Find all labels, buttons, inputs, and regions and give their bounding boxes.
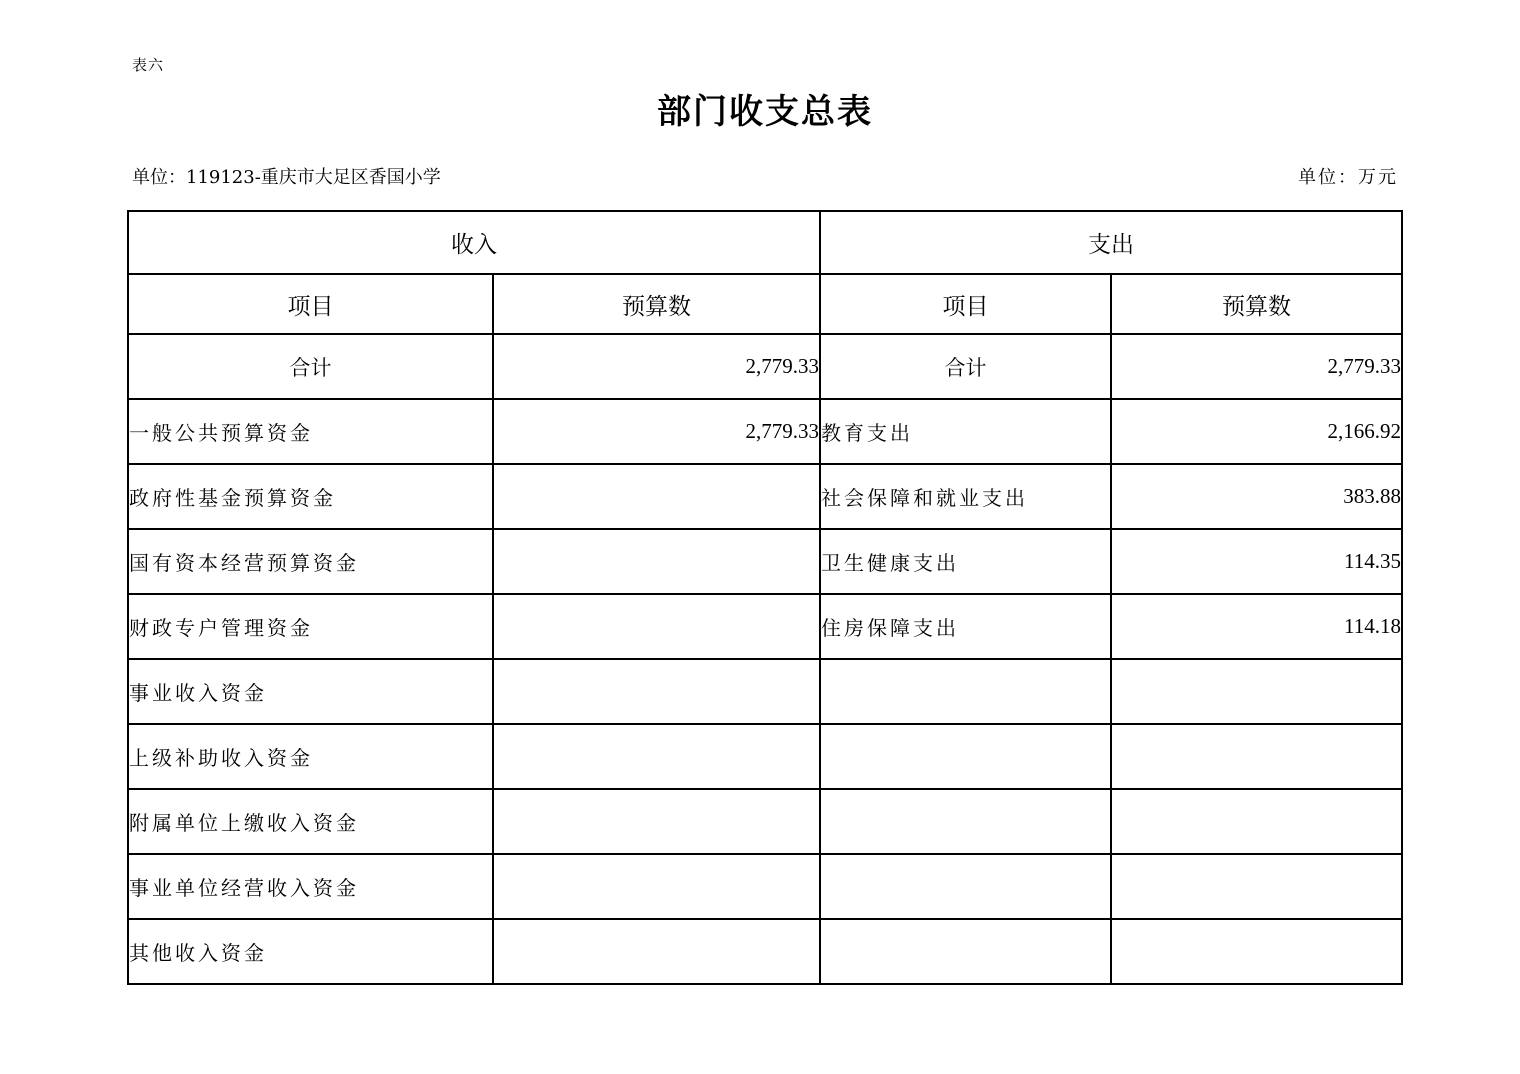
table-row bbox=[128, 464, 1402, 529]
income-item: 政府性基金预算资金 bbox=[128, 464, 493, 529]
income-item-header: 项目 bbox=[128, 274, 493, 334]
expense-total-value: 2,779.33 bbox=[1111, 334, 1402, 399]
income-value bbox=[493, 594, 820, 659]
table-row bbox=[128, 789, 1402, 854]
expense-item bbox=[820, 854, 1111, 919]
income-item: 财政专户管理资金 bbox=[128, 594, 493, 659]
organization-unit: 单位：119123-重庆市大足区香国小学 bbox=[132, 167, 441, 188]
expense-value: 383.88 bbox=[1111, 464, 1402, 529]
currency-unit: 单位：万元 bbox=[1298, 167, 1398, 188]
page-title: 部门收支总表 bbox=[657, 92, 873, 132]
income-item: 事业单位经营收入资金 bbox=[128, 854, 493, 919]
table-row bbox=[128, 594, 1402, 659]
expense-item bbox=[820, 789, 1111, 854]
total-row bbox=[128, 334, 1402, 399]
expense-item bbox=[820, 659, 1111, 724]
expense-value bbox=[1111, 789, 1402, 854]
expense-value bbox=[1111, 919, 1402, 984]
expense-value bbox=[1111, 854, 1402, 919]
income-value bbox=[493, 789, 820, 854]
group-header-row bbox=[128, 211, 1402, 274]
table-label: 表六 bbox=[132, 56, 165, 74]
expense-item-header: 项目 bbox=[820, 274, 1111, 334]
table-row bbox=[128, 399, 1402, 464]
expense-value: 114.35 bbox=[1111, 529, 1402, 594]
income-budget-header: 预算数 bbox=[493, 274, 820, 334]
income-total-label: 合计 bbox=[128, 334, 493, 399]
income-total-value: 2,779.33 bbox=[493, 334, 820, 399]
income-item: 附属单位上缴收入资金 bbox=[128, 789, 493, 854]
table-row bbox=[128, 724, 1402, 789]
expense-value: 114.18 bbox=[1111, 594, 1402, 659]
income-item: 其他收入资金 bbox=[128, 919, 493, 984]
expense-item: 住房保障支出 bbox=[820, 594, 1111, 659]
expense-item: 卫生健康支出 bbox=[820, 529, 1111, 594]
income-value bbox=[493, 659, 820, 724]
expense-header: 支出 bbox=[820, 211, 1402, 274]
budget-summary-table bbox=[127, 210, 1403, 985]
expense-value bbox=[1111, 724, 1402, 789]
income-value bbox=[493, 854, 820, 919]
expense-total-label: 合计 bbox=[820, 334, 1111, 399]
income-item: 事业收入资金 bbox=[128, 659, 493, 724]
expense-item bbox=[820, 724, 1111, 789]
column-header-row bbox=[128, 274, 1402, 334]
income-value: 2,779.33 bbox=[493, 399, 820, 464]
income-item: 国有资本经营预算资金 bbox=[128, 529, 493, 594]
income-value bbox=[493, 919, 820, 984]
table-row bbox=[128, 659, 1402, 724]
expense-item: 社会保障和就业支出 bbox=[820, 464, 1111, 529]
income-value bbox=[493, 724, 820, 789]
income-item: 一般公共预算资金 bbox=[128, 399, 493, 464]
expense-item: 教育支出 bbox=[820, 399, 1111, 464]
income-value bbox=[493, 529, 820, 594]
income-header: 收入 bbox=[128, 211, 820, 274]
expense-item bbox=[820, 919, 1111, 984]
table-row bbox=[128, 854, 1402, 919]
expense-value: 2,166.92 bbox=[1111, 399, 1402, 464]
table-row bbox=[128, 919, 1402, 984]
income-item: 上级补助收入资金 bbox=[128, 724, 493, 789]
expense-value bbox=[1111, 659, 1402, 724]
expense-budget-header: 预算数 bbox=[1111, 274, 1402, 334]
table-row bbox=[128, 529, 1402, 594]
income-value bbox=[493, 464, 820, 529]
